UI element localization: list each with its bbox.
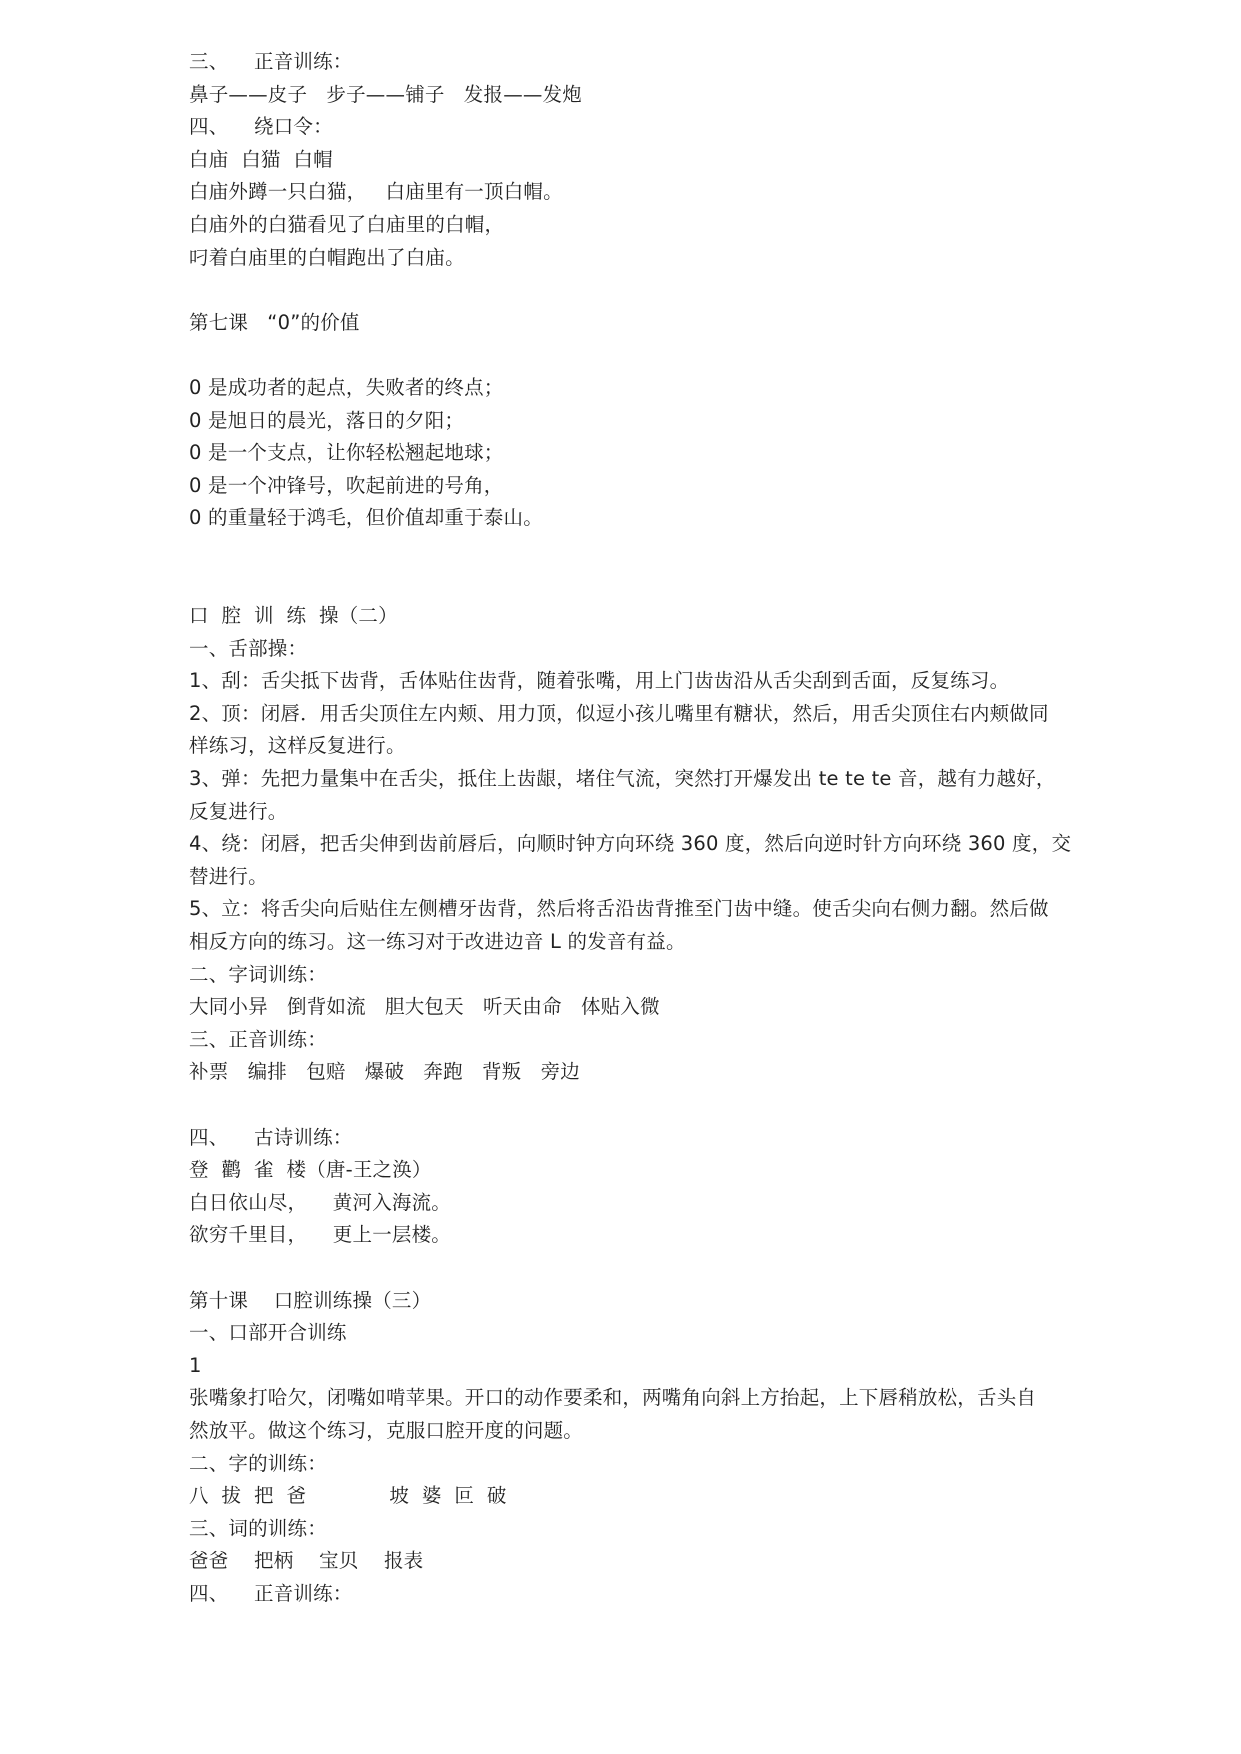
text-line: 二、字的训练： xyxy=(189,1451,327,1475)
text-line: 然放平。做这个练习，克服口腔开度的问题。 xyxy=(189,1418,584,1442)
text-line: 4、绕：闭唇，把舌尖伸到齿前唇后，向顺时钟方向环绕 360 度，然后向逆时针方向环绕 360 度，交 xyxy=(189,832,1072,856)
text-line: 一、口部开合训练 xyxy=(189,1321,347,1345)
text-line: 白庙 白猫 白帽 xyxy=(189,147,333,171)
spacer xyxy=(189,339,1149,372)
text-line: 1、刮：舌尖抵下齿背，舌体贴住齿背，随着张嘴，用上门齿齿沿从舌尖刮到舌面，反复练习。 xyxy=(189,669,1010,693)
poem-line: 欲穷千里目， 更上一层楼。 xyxy=(189,1223,451,1247)
text-line: 3、弹：先把力量集中在舌尖，抵住上齿龈，堵住气流，突然打开爆发出 te te te 音，越有力越好， xyxy=(189,767,1056,791)
text-line: 四、 正音训练： xyxy=(189,1581,353,1605)
text-line: 张嘴象打哈欠，闭嘴如啃苹果。开口的动作要柔和，两嘴角向斜上方抬起，上下唇稍放松，舌头自 xyxy=(189,1386,1037,1410)
text-line: 三、正音训练： xyxy=(189,1027,327,1051)
text-line: 5、立：将舌尖向后贴住左侧槽牙齿背，然后将舌沿齿背推至门齿中缝。使舌尖向右侧力翻。然后做 xyxy=(189,897,1049,921)
spacer xyxy=(189,274,1149,307)
text-line: 三、词的训练： xyxy=(189,1516,327,1540)
text-line: 四、 绕口令： xyxy=(189,115,333,139)
text-line: 0 的重量轻于鸿毛，但价值却重于泰山。 xyxy=(189,506,543,530)
section-lesson-7-heading xyxy=(189,307,1149,340)
text-line: 0 是旭日的晨光，落日的夕阳； xyxy=(189,408,465,432)
text-line: 八 拔 把 爸 坡 婆 叵 破 xyxy=(189,1484,507,1508)
text-line: 一、舌部操： xyxy=(189,636,308,660)
section-pronunciation-tongue-twister xyxy=(189,46,1149,274)
section-oral-exercise-2 xyxy=(189,600,1149,1089)
spacer xyxy=(189,1089,1149,1122)
lesson-heading: 第七课 “0”的价值 xyxy=(189,310,360,334)
text-line: 样练习，这样反复进行。 xyxy=(189,734,406,758)
poem-line: 白日依山尽， 黄河入海流。 xyxy=(189,1190,451,1214)
text-line: 反复进行。 xyxy=(189,799,288,823)
section-zero-value xyxy=(189,372,1149,535)
spacer xyxy=(189,1252,1149,1285)
text-line: 替进行。 xyxy=(189,864,268,888)
section-ancient-poem xyxy=(189,1122,1149,1252)
text-line: 补票 编排 包赔 爆破 奔跑 背叛 旁边 xyxy=(189,1060,580,1084)
text-line: 白庙外的白猫看见了白庙里的白帽， xyxy=(189,212,505,236)
text-line: 爸爸 把柄 宝贝 报表 xyxy=(189,1549,424,1573)
text-line: 2、顶：闭唇．用舌尖顶住左内颊、用力顶，似逗小孩儿嘴里有糖状，然后，用舌尖顶住右内颊做同 xyxy=(189,701,1049,725)
text-line: 1 xyxy=(189,1353,202,1377)
text-line: 白庙外蹲一只白猫， 白庙里有一顶白帽。 xyxy=(189,180,563,204)
document-body xyxy=(189,46,1149,1611)
text-line: 鼻子——皮子 步子——铺子 发报——发炮 xyxy=(189,82,582,106)
text-line: 大同小异 倒背如流 胆大包天 听天由命 体贴入微 xyxy=(189,995,660,1019)
text-line: 四、 古诗训练： xyxy=(189,1125,353,1149)
text-line: 叼着白庙里的白帽跑出了白庙。 xyxy=(189,245,465,269)
lesson-heading: 第十课 口腔训练操（三） xyxy=(189,1288,432,1312)
text-line: 0 是成功者的起点，失败者的终点； xyxy=(189,375,504,399)
text-line: 三、 正音训练： xyxy=(189,50,353,73)
text-line: 相反方向的练习。这一练习对于改进边音 L 的发音有益。 xyxy=(189,930,686,954)
section-heading: 口 腔 训 练 操（二） xyxy=(189,604,398,628)
spacer xyxy=(189,535,1149,600)
text-line: 0 是一个支点，让你轻松翘起地球； xyxy=(189,441,504,465)
poem-title: 登 鹳 雀 楼（唐-王之涣） xyxy=(189,1158,432,1182)
text-line: 0 是一个冲锋号，吹起前进的号角， xyxy=(189,473,504,497)
section-lesson-10 xyxy=(189,1285,1149,1611)
text-line: 二、字词训练： xyxy=(189,962,327,986)
